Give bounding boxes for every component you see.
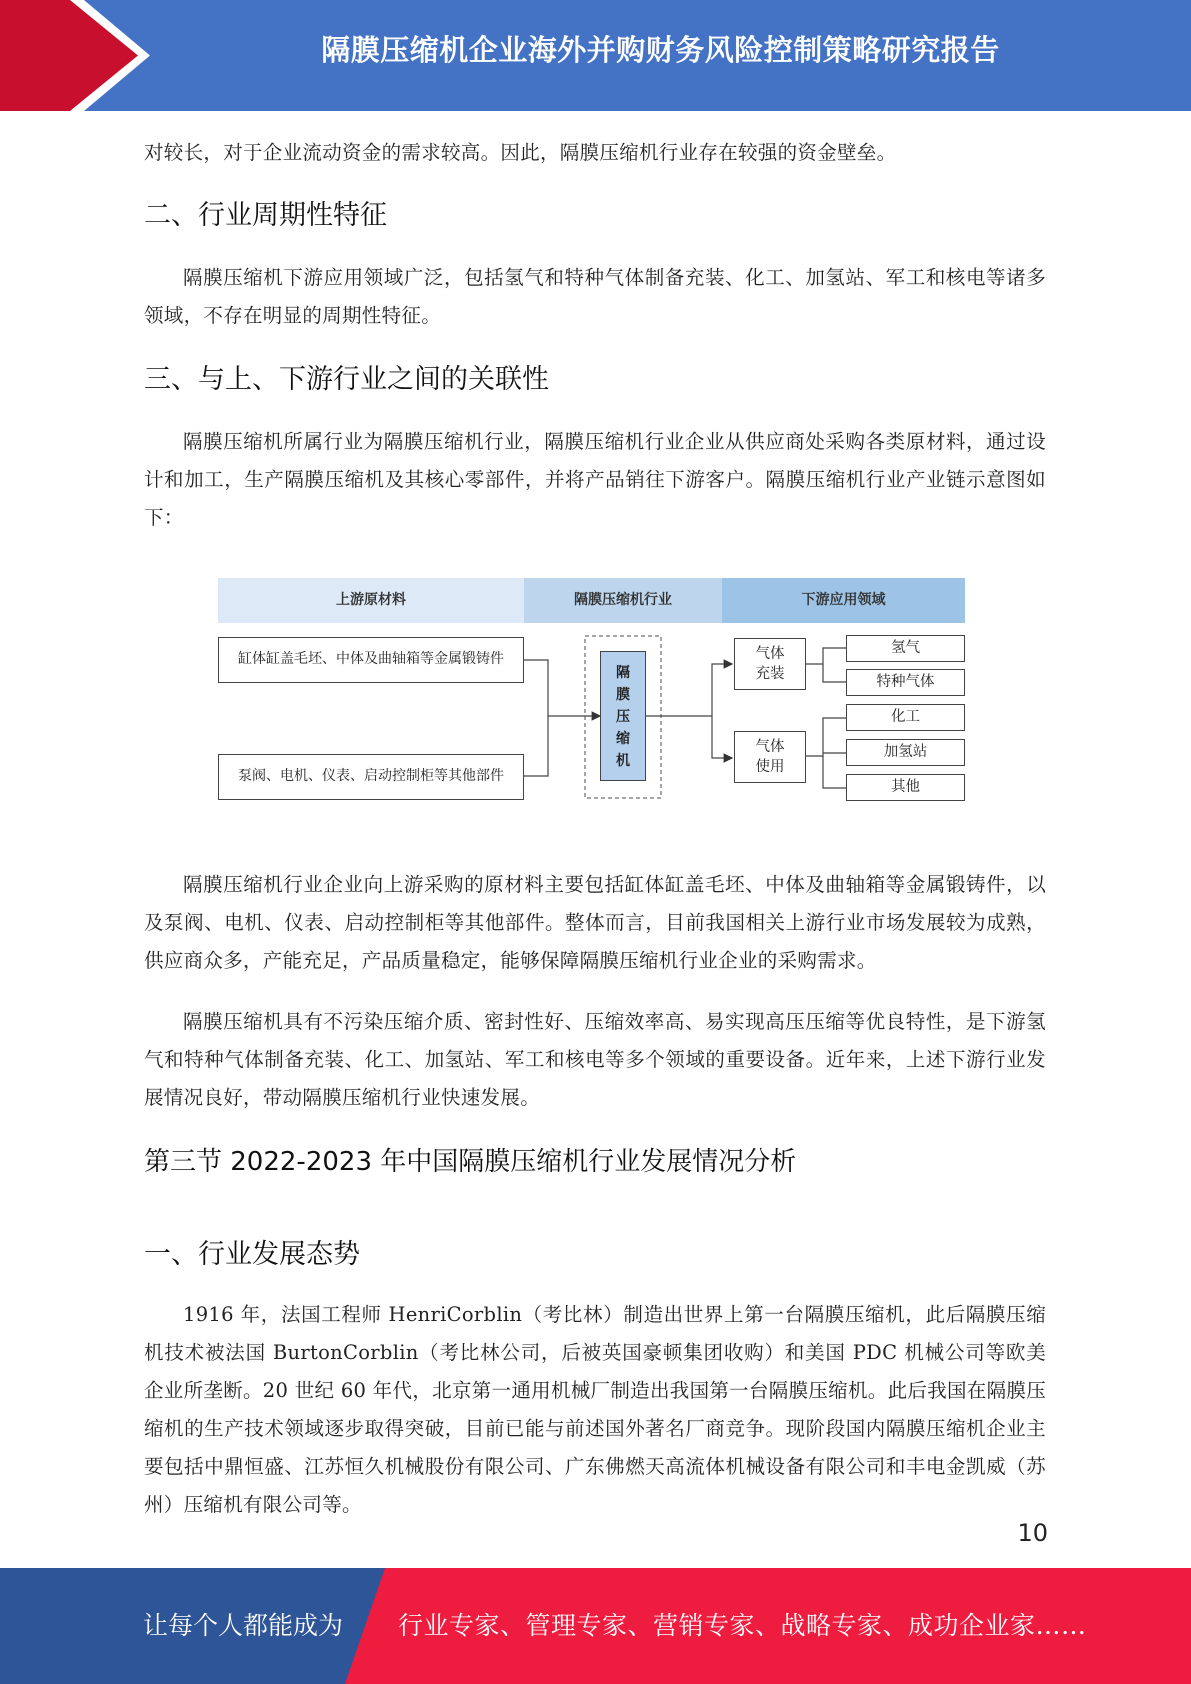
paragraph: 隔膜压缩机具有不污染压缩介质、密封性好、压缩效率高、易实现高压压缩等优良特性，是下游氢气和特种气体制备充装、化工、加氢站、军工和核电等多个领域的重要设备。近年来，上述下游行业发展情况良好，带动隔膜压缩机行业快速发展。 — [144, 1010, 1046, 1109]
section-heading: 二、行业周期性特征 — [144, 200, 387, 231]
page-header — [0, 0, 1191, 111]
paragraph: 隔膜压缩机下游应用领域广泛，包括氢气和特种气体制备充装、化工、加氢站、军工和核电等诸多领域，不存在明显的周期性特征。 — [144, 266, 1046, 327]
page-number: 10 — [1017, 1519, 1048, 1547]
downstream-item-other: 其他 — [846, 774, 965, 801]
chapter-heading: 第三节 2022-2023 年中国隔膜压缩机行业发展情况分析 — [144, 1147, 797, 1177]
downstream-item-hydrogen-station: 加氢站 — [846, 739, 965, 766]
downstream-box-gas-use: 气体 使用 — [734, 731, 806, 783]
downstream-item-special-gas: 特种气体 — [846, 669, 965, 696]
diagram-header-downstream: 下游应用领域 — [722, 578, 965, 623]
paragraph-continuation: 对较长，对于企业流动资金的需求较高。因此，隔膜压缩机行业存在较强的资金壁垒。 — [144, 141, 897, 164]
paragraph: 1916 年，法国工程师 HenriCorblin（考比林）制造出世界上第一台隔膜压缩机，此后隔膜压缩机技术被法国 BurtonCorblin（考比林公司，后被英国豪顿集团收购）和美国 PDC 机械公司等欧美企业所垄断。20 世纪 60 年代，北京第一通用机械厂制造出我国第一台隔膜压缩机。此后我国在隔膜压缩机的生产技术领域逐步取得突破，目前已能与前述国外著名厂商竞争。现阶段国内隔膜压缩机企业主要包括中鼎恒盛、江苏恒久机械股份有限公司、广东佛燃天高流体机械设备有限公司和丰电金凯威（苏州）压缩机有限公司等。 — [144, 1303, 1046, 1516]
diagram-header-upstream: 上游原材料 — [218, 578, 524, 623]
diagram-header-industry: 隔膜压缩机行业 — [524, 578, 722, 623]
report-title: 隔膜压缩机企业海外并购财务风险控制策略研究报告 — [321, 33, 1000, 67]
page-footer — [0, 1568, 1191, 1684]
upstream-box-parts: 泵阀、电机、仪表、启动控制柜等其他部件 — [218, 754, 524, 800]
footer-slogan-right: 行业专家、管理专家、营销专家、战略专家、成功企业家…… — [398, 1611, 1087, 1640]
section-heading: 三、与上、下游行业之间的关联性 — [144, 364, 549, 395]
paragraph: 隔膜压缩机所属行业为隔膜压缩机行业，隔膜压缩机行业企业从供应商处采购各类原材料，通过设计和加工，生产隔膜压缩机及其核心零部件，并将产品销往下游客户。隔膜压缩机行业产业链示意图如下： — [144, 430, 1046, 529]
upstream-box-castings: 缸体缸盖毛坯、中体及曲轴箱等金属锻铸件 — [218, 637, 524, 683]
center-box-compressor: 隔 膜 压 缩 机 — [600, 651, 646, 781]
paragraph: 隔膜压缩机行业企业向上游采购的原材料主要包括缸体缸盖毛坯、中体及曲轴箱等金属锻铸件，以及泵阀、电机、仪表、启动控制柜等其他部件。整体而言，目前我国相关上游行业市场发展较为成熟，供应商众多，产能充足，产品质量稳定，能够保障隔膜压缩机行业企业的采购需求。 — [144, 873, 1046, 972]
section-heading: 一、行业发展态势 — [144, 1239, 360, 1270]
footer-slogan-left: 让每个人都能成为 — [143, 1611, 344, 1640]
industry-chain-diagram — [218, 578, 965, 804]
downstream-item-hydrogen: 氢气 — [846, 635, 965, 662]
downstream-box-gas-fill: 气体 充装 — [734, 638, 806, 690]
downstream-item-chemical: 化工 — [846, 704, 965, 731]
